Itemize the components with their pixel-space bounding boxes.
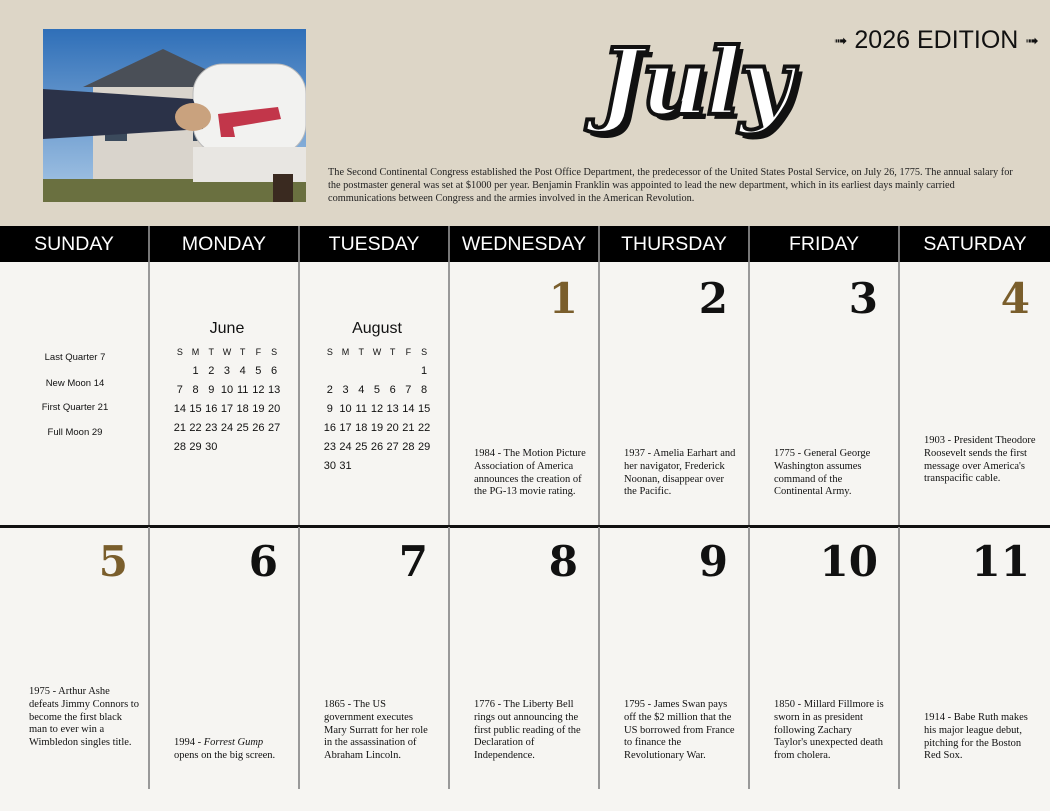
mini-calendar-date: 6 bbox=[271, 364, 278, 377]
mini-calendar-date: 28 bbox=[402, 440, 415, 453]
week-row bbox=[0, 262, 1050, 525]
mini-calendar-date: 11 bbox=[355, 402, 367, 415]
mini-calendar-date: 15 bbox=[417, 402, 431, 415]
day-cell-1 bbox=[450, 262, 600, 525]
mini-calendar-date: 6 bbox=[389, 383, 396, 396]
mini-calendar-date: 10 bbox=[339, 402, 352, 415]
day-number: 7 bbox=[398, 537, 428, 586]
day-event bbox=[174, 737, 286, 763]
mini-calendar-date: 5 bbox=[373, 383, 381, 396]
day-event: 1795 - James Swan pays off the $2 million that the US borrowed from France to finance the Revolutionary War. bbox=[624, 699, 735, 762]
day-event: 1914 - Babe Ruth makes his major league debut, pitching for the Boston Red Sox. bbox=[924, 712, 1028, 762]
mini-calendar-date: 29 bbox=[417, 440, 431, 453]
day-cell-4 bbox=[900, 262, 1050, 525]
mini-calendar-date bbox=[353, 361, 369, 380]
mini-calendar-date bbox=[338, 361, 354, 380]
calendar-grid bbox=[0, 262, 1050, 811]
mini-calendar-date bbox=[353, 456, 369, 475]
mini-calendar-date: 2 bbox=[326, 383, 333, 396]
moon-phase: New Moon 14 bbox=[45, 378, 105, 389]
mini-calendar-date: 19 bbox=[252, 402, 265, 415]
mini-calendar-date: 1 bbox=[192, 364, 199, 377]
mini-calendar-date bbox=[416, 456, 432, 475]
weekday-label: MONDAY bbox=[150, 226, 300, 262]
event-film-title: Forrest Gump bbox=[203, 737, 264, 748]
arrow-left-icon: ➟ bbox=[1025, 32, 1039, 50]
mini-calendar-dow: F bbox=[405, 347, 412, 357]
mini-calendar-date: 12 bbox=[370, 402, 384, 415]
mini-calendar-dow: S bbox=[176, 347, 183, 357]
arrow-right-icon: ➟ bbox=[834, 32, 848, 50]
mini-calendar-date bbox=[369, 456, 385, 475]
mini-calendar-date: 9 bbox=[208, 383, 215, 396]
mini-calendar-date: 14 bbox=[402, 402, 415, 415]
mini-calendar-date: 13 bbox=[267, 383, 281, 396]
weekday-label: SATURDAY bbox=[923, 233, 1027, 255]
day-number: 9 bbox=[698, 537, 728, 586]
mini-calendar-date: 27 bbox=[386, 440, 399, 453]
mini-calendar-date: 18 bbox=[236, 402, 249, 415]
day-number: 6 bbox=[248, 537, 278, 586]
mini-calendar-date bbox=[266, 437, 282, 456]
mini-calendar-date: 1 bbox=[421, 364, 428, 377]
mini-calendar-date: 17 bbox=[220, 402, 234, 415]
day-number: 4 bbox=[1000, 274, 1030, 323]
mini-calendar-dow: T bbox=[239, 347, 246, 357]
mini-calendar-date bbox=[401, 456, 417, 475]
day-cell-2 bbox=[600, 262, 750, 525]
mini-calendar-date: 28 bbox=[173, 440, 186, 453]
mini-calendar-date: 22 bbox=[417, 421, 431, 434]
day-cell-8 bbox=[450, 527, 600, 789]
mini-calendar-dow: F bbox=[255, 347, 262, 357]
day-cell-11 bbox=[900, 527, 1050, 789]
mini-calendar-date: 7 bbox=[176, 383, 183, 396]
mini-calendar-dow: S bbox=[271, 347, 278, 357]
mini-calendar-date: 29 bbox=[189, 440, 202, 453]
mini-calendar-date: 23 bbox=[323, 440, 336, 453]
day-cell-5 bbox=[0, 527, 150, 789]
mini-calendar-date: 4 bbox=[358, 383, 365, 396]
mini-calendar-dow: S bbox=[421, 347, 428, 357]
mini-calendar-dow: M bbox=[341, 347, 350, 357]
day-event: 1975 - Arthur Ashe defeats Jimmy Connors to become the first black man to ever win a Wimbledon singles title. bbox=[29, 686, 139, 749]
mini-calendar-date: 25 bbox=[355, 440, 368, 453]
mini-calendar-date: 4 bbox=[239, 364, 246, 377]
mini-calendar-date: 7 bbox=[405, 383, 412, 396]
day-number: 3 bbox=[848, 274, 878, 323]
mini-calendar-date: 19 bbox=[370, 421, 384, 434]
day-number: 8 bbox=[548, 537, 578, 586]
edition-label bbox=[834, 26, 1039, 55]
mini-calendar-date: 30 bbox=[205, 440, 218, 453]
mini-calendar-title: August bbox=[352, 320, 402, 337]
mini-calendar-dow: T bbox=[208, 347, 214, 357]
mini-calendar-date: 30 bbox=[323, 459, 336, 472]
mini-calendar-date: 20 bbox=[386, 421, 399, 434]
edition-text: 2026 EDITION bbox=[854, 26, 1019, 54]
calendar-header bbox=[0, 0, 1050, 226]
mini-calendar-date bbox=[172, 361, 188, 380]
mini-calendar-date: 9 bbox=[326, 402, 333, 415]
day-event: 1865 - The US government executes Mary Surratt for her role in the assassination of Abraham Lincoln. bbox=[324, 699, 428, 762]
day-number: 11 bbox=[971, 537, 1030, 586]
mini-calendar-august bbox=[322, 320, 432, 475]
mini-calendar-date: 21 bbox=[173, 421, 186, 434]
mini-calendar-date: 13 bbox=[386, 402, 399, 415]
weekday-label: TUESDAY bbox=[300, 226, 450, 262]
mini-calendar-table bbox=[322, 343, 432, 475]
day-cell-7 bbox=[300, 527, 450, 789]
weekday-label: WEDNESDAY bbox=[450, 226, 600, 262]
mini-calendar-dow: T bbox=[358, 347, 364, 357]
mini-calendar-date: 23 bbox=[205, 421, 218, 434]
mini-calendar-date: 16 bbox=[205, 402, 218, 415]
mini-calendar-date: 24 bbox=[220, 421, 234, 434]
mini-calendar-date: 22 bbox=[189, 421, 202, 434]
mini-calendar-date: 26 bbox=[370, 440, 384, 453]
day-cell-9 bbox=[600, 527, 750, 789]
month-title: July bbox=[599, 28, 791, 136]
day-number: 5 bbox=[98, 537, 128, 586]
weekday-label: FRIDAY bbox=[750, 226, 900, 262]
day-cell-3 bbox=[750, 262, 900, 525]
mini-calendar-date: 25 bbox=[236, 421, 249, 434]
mini-calendar-date: 31 bbox=[339, 459, 352, 472]
day-event: 1937 - Amelia Earhart and her navigator, Frederick Noonan, disappear over the Pacific. bbox=[624, 448, 736, 498]
day-cell-sunday bbox=[0, 262, 150, 525]
mini-calendar-date: 26 bbox=[252, 421, 265, 434]
mini-calendar-date: 15 bbox=[189, 402, 202, 415]
day-cell-monday bbox=[150, 262, 300, 525]
moon-phase: Last Quarter 7 bbox=[44, 352, 106, 363]
mini-calendar-date: 24 bbox=[339, 440, 352, 453]
mini-calendar-date: 3 bbox=[342, 383, 349, 396]
moon-phase: First Quarter 21 bbox=[41, 402, 109, 413]
mini-calendar-date: 16 bbox=[323, 421, 336, 434]
mini-calendar-date bbox=[385, 456, 401, 475]
weekday-header bbox=[0, 226, 1050, 262]
mini-calendar-dow: T bbox=[389, 347, 396, 357]
day-cell-tuesday bbox=[300, 262, 450, 525]
mini-calendar-date bbox=[251, 437, 267, 456]
mini-calendar-june bbox=[172, 320, 282, 456]
day-event: 1850 - Millard Fillmore is sworn in as president following Zachary Taylor's unexpected death from cholera. bbox=[774, 699, 884, 762]
weekday-label: THURSDAY bbox=[600, 226, 750, 262]
mini-calendar-date: 2 bbox=[208, 364, 215, 377]
mini-calendar-date bbox=[401, 361, 417, 380]
day-cell-10 bbox=[750, 527, 900, 789]
month-blurb: The Second Continental Congress established the Post Office Department, the predecessor of the United States Postal Service, on July 26, 1775. The annual salary for the postmaster general was set at $1000 per year. Benjamin Franklin was appointed to lead the new department, which in its earliest days mainly carried communications between Congress and the armies involved in the American Revolution. bbox=[328, 167, 1013, 204]
mini-calendar-date: 10 bbox=[220, 383, 234, 396]
mini-calendar-date: 5 bbox=[255, 364, 262, 377]
mini-calendar-date: 20 bbox=[267, 402, 281, 415]
mini-calendar-dow: M bbox=[191, 347, 200, 357]
mini-calendar-date bbox=[322, 361, 338, 380]
event-prefix: 1994 - bbox=[174, 737, 204, 748]
day-cell-6 bbox=[150, 527, 300, 789]
mini-calendar-date: 3 bbox=[223, 364, 231, 377]
mini-calendar-date: 27 bbox=[267, 421, 281, 434]
mini-calendar-title: June bbox=[209, 320, 245, 337]
week-row bbox=[0, 527, 1050, 789]
mini-calendar-date bbox=[385, 361, 401, 380]
mini-calendar-dow: S bbox=[326, 347, 333, 357]
mini-calendar-date: 17 bbox=[339, 421, 352, 434]
mini-calendar-dow: W bbox=[222, 347, 232, 357]
day-number: 10 bbox=[819, 537, 878, 586]
day-event: 1775 - General George Washington assumes command of the Continental Army. bbox=[774, 448, 871, 498]
day-event: 1984 - The Motion Picture Association of America announces the creation of the PG-13 movie rating. bbox=[474, 448, 586, 498]
mini-calendar-date bbox=[219, 437, 235, 456]
day-event: 1903 - President Theodore Roosevelt sends the first message over America's transpacific cable. bbox=[924, 435, 1036, 485]
mini-calendar-date: 12 bbox=[252, 383, 265, 396]
day-number: 1 bbox=[548, 274, 578, 323]
mini-calendar-date bbox=[369, 361, 385, 380]
moon-phase: Full Moon 29 bbox=[47, 427, 103, 438]
day-number: 2 bbox=[698, 274, 728, 323]
mini-calendar-date: 14 bbox=[173, 402, 186, 415]
day-event: 1776 - The Liberty Bell rings out announcing the first public reading of the Declaration of Independence. bbox=[474, 699, 581, 762]
mini-calendar-date: 21 bbox=[402, 421, 415, 434]
mini-calendar-date: 8 bbox=[192, 383, 199, 396]
mini-calendar-date bbox=[235, 437, 251, 456]
weekday-label: SUNDAY bbox=[0, 226, 150, 262]
mini-calendar-date: 8 bbox=[421, 383, 428, 396]
mailbox-photo bbox=[43, 29, 306, 202]
mini-calendar-dow: W bbox=[372, 347, 382, 357]
mini-calendar-table bbox=[172, 343, 282, 456]
mini-calendar-date: 18 bbox=[355, 421, 368, 434]
mini-calendar-date: 11 bbox=[236, 383, 249, 396]
event-suffix: opens on the big screen. bbox=[174, 749, 276, 761]
